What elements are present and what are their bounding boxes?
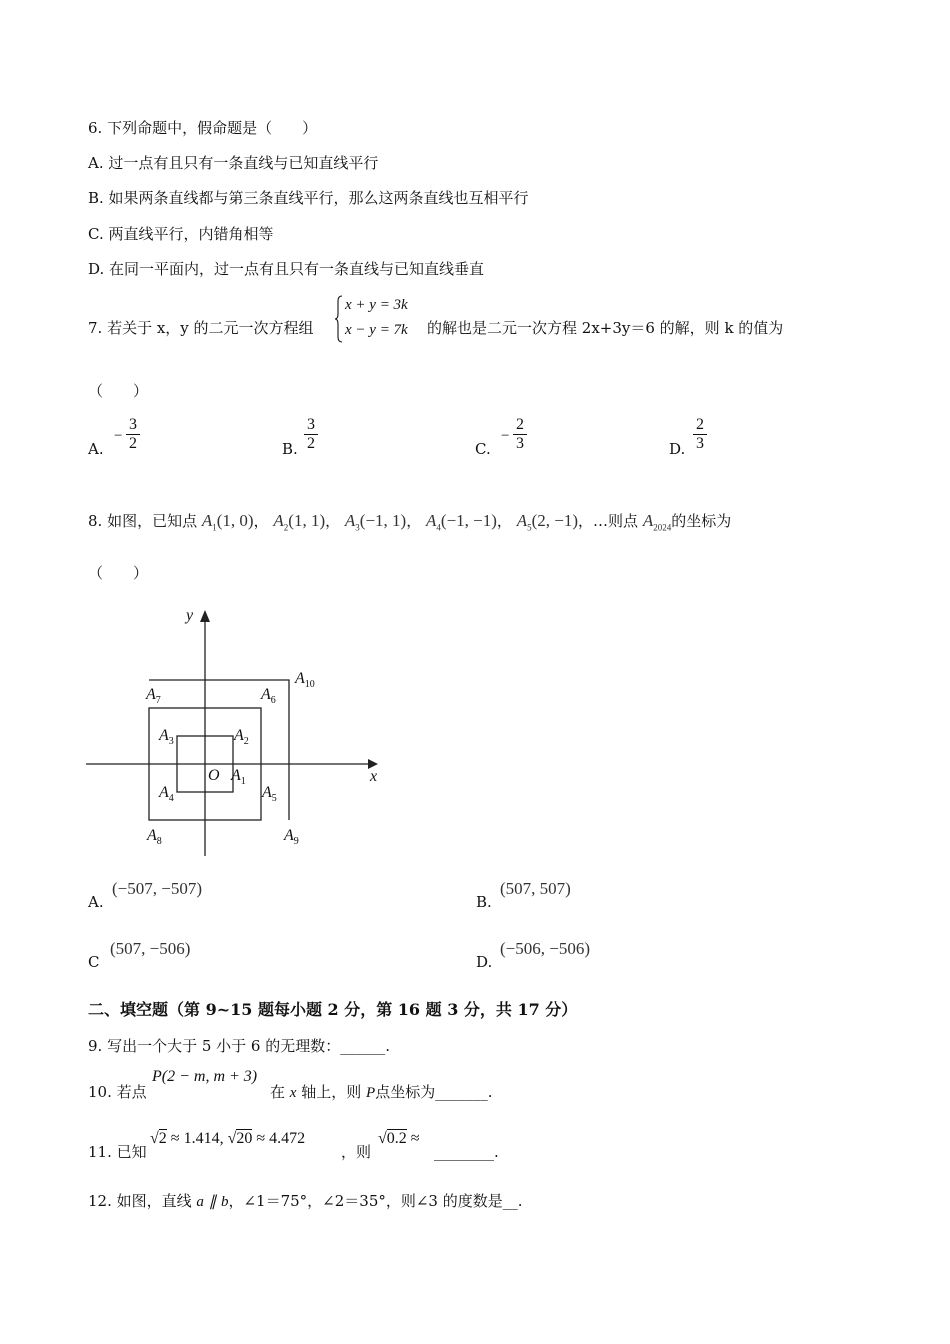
q7-eq1: x + y = 3k bbox=[345, 297, 408, 313]
option-label: A. bbox=[88, 893, 104, 911]
option-label: D. bbox=[669, 440, 686, 458]
q7-stem-suffix: 的解也是二元一次方程 2x+3y＝6 的解，则 k 的值为 bbox=[427, 319, 784, 337]
label-o: O bbox=[208, 767, 220, 784]
option-label: B. bbox=[282, 440, 298, 458]
sqrt-icon: √ bbox=[378, 1130, 387, 1147]
numerator: 3 bbox=[304, 416, 318, 435]
label-a10: $A_{10}$ bbox=[295, 670, 315, 690]
label-y: y bbox=[186, 607, 194, 624]
fraction bbox=[693, 416, 707, 453]
parallel-symbol: ∥ bbox=[208, 1194, 217, 1210]
numerator: 2 bbox=[513, 416, 527, 435]
label-a2: $A_2$ bbox=[234, 727, 249, 747]
label-a5: $A_5$ bbox=[262, 784, 277, 804]
sqrt-icon: √ bbox=[150, 1130, 159, 1147]
label-a4: $A_4$ bbox=[159, 784, 174, 804]
text: 点坐标为_______. bbox=[375, 1083, 493, 1101]
line-b: b bbox=[220, 1194, 229, 1210]
section-2-title: 二、填空题（第 9~15 题每小题 2 分，第 16 题 3 分，共 17 分） bbox=[88, 1000, 578, 1019]
approx-symbol: ≈ bbox=[410, 1130, 420, 1147]
denominator: 2 bbox=[129, 435, 137, 452]
q7-stem-prefix: 7. 若关于 x，y 的二元一次方程组 bbox=[88, 319, 314, 337]
minus-sign: − bbox=[114, 428, 123, 444]
point-a2024: $A_{2024}$ bbox=[642, 511, 672, 533]
q8-stem-suffix: 的坐标为 bbox=[671, 512, 732, 530]
option-label: A. bbox=[88, 440, 104, 458]
q7-eq2: x − y = 7k bbox=[345, 322, 408, 338]
point-a3: $A_3(-1$, 1) bbox=[344, 511, 407, 533]
q11-prefix: 11. 已知 bbox=[88, 1143, 147, 1161]
label-a1: $A_1$ bbox=[231, 767, 246, 787]
option-label: D. bbox=[476, 953, 493, 971]
option-value: (507, 507) bbox=[500, 879, 571, 898]
sqrt-icon: √ bbox=[227, 1130, 237, 1147]
q7-equation-system bbox=[334, 294, 426, 344]
q6-option-b: B. 如果两条直线都与第三条直线平行，那么这两条直线也互相平行 bbox=[88, 189, 529, 207]
text: 12. 如图，直线 bbox=[88, 1192, 192, 1210]
line-a: a bbox=[196, 1194, 204, 1210]
option-label: B. bbox=[476, 893, 492, 911]
text: 轴上，则 bbox=[301, 1083, 362, 1101]
point-a2: $A_2(1$, 1) bbox=[273, 511, 326, 533]
q8-coordinate-figure bbox=[80, 600, 390, 862]
denominator: 2 bbox=[307, 435, 315, 452]
approx-value: ≈ 1.414, bbox=[170, 1130, 224, 1147]
q10-suffix bbox=[270, 1082, 493, 1103]
option-value: (−506, −506) bbox=[500, 939, 590, 958]
text: 在 bbox=[270, 1083, 286, 1101]
label-x: x bbox=[370, 768, 378, 785]
q6-stem: 6. 下列命题中，假命题是（ ） bbox=[88, 119, 318, 137]
q6-option-a: A. 过一点有且只有一条直线与已知直线平行 bbox=[88, 154, 379, 172]
option-value: (−507, −507) bbox=[112, 879, 202, 898]
denominator: 3 bbox=[516, 435, 524, 452]
approx-value: ≈ 4.472 bbox=[256, 1130, 306, 1147]
label-a9: $A_9$ bbox=[284, 827, 299, 847]
minus-sign: − bbox=[501, 428, 510, 444]
denominator: 3 bbox=[696, 435, 704, 452]
text: ，∠1＝75°，∠2＝35°，则∠3 的度数是__. bbox=[228, 1192, 523, 1210]
q10-point-expr: P(2 − m, m + 3) bbox=[152, 1068, 258, 1085]
q8-ellipsis: ，…则点 bbox=[578, 512, 639, 530]
radicand: 0.2 bbox=[386, 1130, 407, 1147]
q11-mid: ，则 bbox=[341, 1143, 372, 1161]
q7-paren: （ ） bbox=[88, 382, 149, 400]
label-a6: $A_6$ bbox=[261, 686, 276, 706]
label-a3: $A_3$ bbox=[159, 727, 174, 747]
q6-option-c: C. 两直线平行，内错角相等 bbox=[88, 225, 274, 243]
radicand: 2 bbox=[158, 1130, 167, 1147]
y-arrow-icon bbox=[200, 610, 210, 622]
point-var: P bbox=[366, 1085, 376, 1101]
radicand: 20 bbox=[236, 1130, 253, 1147]
point-a5: $A_5(2$, −1) bbox=[516, 511, 579, 533]
numerator: 3 bbox=[126, 416, 140, 435]
point-a1: $A_1(1$, 0) bbox=[201, 511, 254, 533]
option-value: (507, −506) bbox=[110, 939, 191, 958]
q8-stem: 8. 如图，已知点 $A_1(1$, 0)， $A_2(1$, 1)， $A_3(-1$, 1)， $A_4(-1$, −1)， $A_5(2$, −1)，…则点 $A_{2024}$的坐标为 bbox=[88, 511, 732, 533]
fraction bbox=[126, 416, 140, 453]
q11-expr bbox=[150, 1128, 305, 1150]
point-a4: $A_4(-1$, −1) bbox=[426, 511, 497, 533]
brace-icon bbox=[334, 294, 344, 344]
fraction bbox=[304, 416, 318, 453]
option-label: C bbox=[88, 953, 100, 971]
q11-expr-2 bbox=[378, 1128, 420, 1150]
axis-var: x bbox=[289, 1085, 297, 1101]
label-a8: $A_8$ bbox=[147, 827, 162, 847]
q12 bbox=[88, 1191, 523, 1212]
numerator: 2 bbox=[693, 416, 707, 435]
q10-prefix: 10. 若点 bbox=[88, 1083, 147, 1101]
q8-stem-prefix: 8. 如图，已知点 bbox=[88, 512, 198, 530]
fraction bbox=[513, 416, 527, 453]
q8-paren: （ ） bbox=[88, 564, 149, 582]
label-a7: $A_7$ bbox=[146, 686, 161, 706]
option-label: C. bbox=[475, 440, 491, 458]
q9: 9. 写出一个大于 5 小于 6 的无理数：______. bbox=[88, 1037, 391, 1055]
q11-suffix: ________. bbox=[434, 1143, 499, 1161]
q6-option-d: D. 在同一平面内，过一点有且只有一条直线与已知直线垂直 bbox=[88, 260, 485, 278]
